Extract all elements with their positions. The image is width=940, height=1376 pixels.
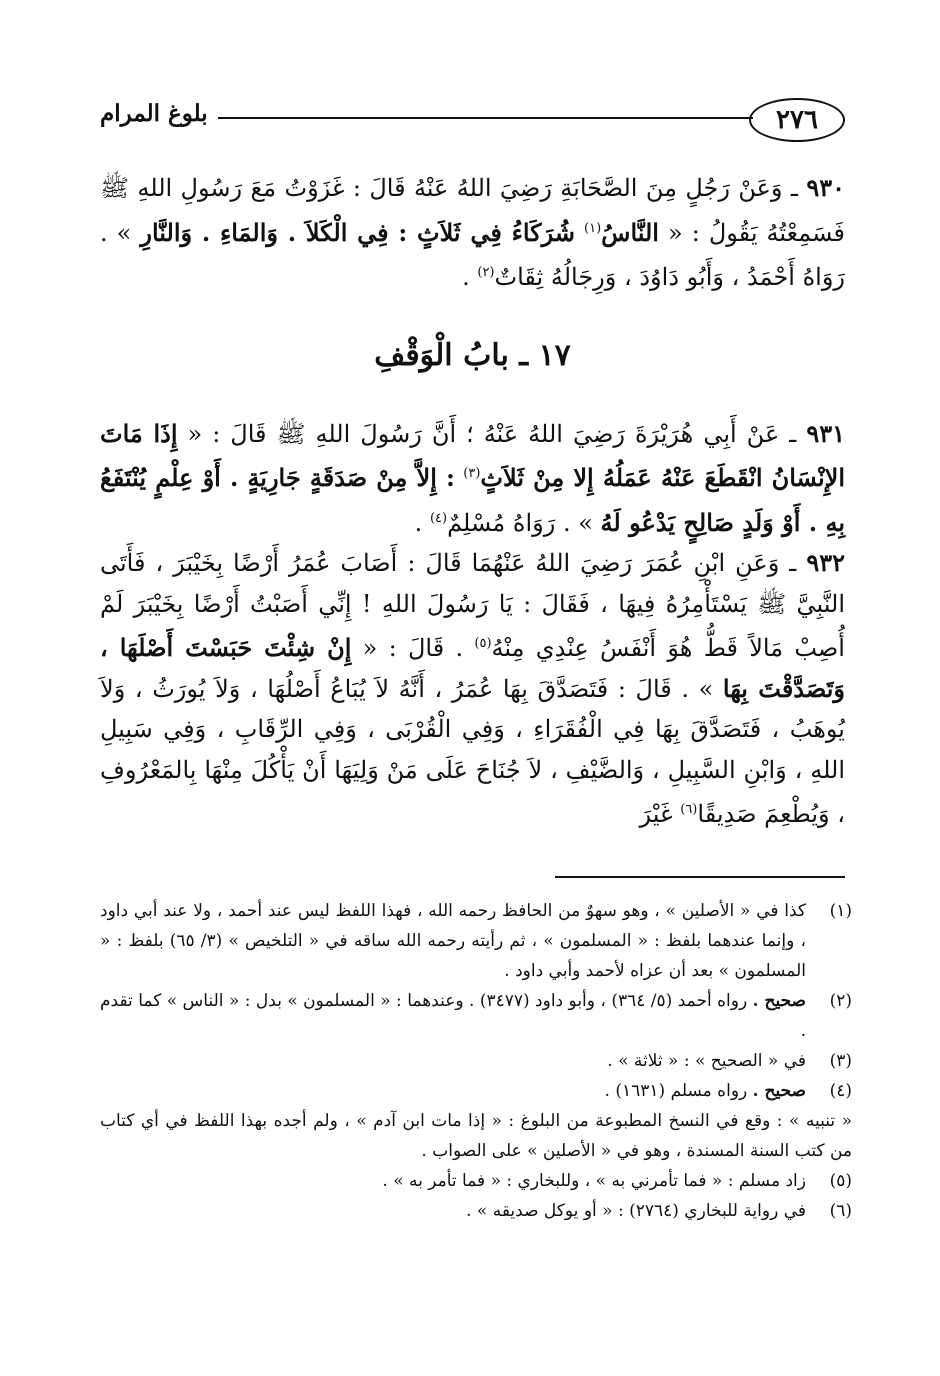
footnote-ref: (٢) <box>477 265 495 280</box>
footnote-body <box>100 986 806 1046</box>
page-number: ٢٧٦ <box>749 98 845 142</box>
footnote-grade: صحيح . <box>752 1081 806 1101</box>
hadith-matn: شُرَكَاءُ فِي ثَلاَثٍ : فِي الْكَلاَ . وَالمَاءِ . وَالنَّارِ <box>140 217 575 247</box>
footnote-ref: (٥) <box>474 636 492 651</box>
footnote-number: (١) <box>829 901 852 921</box>
footnote-item <box>100 986 852 1046</box>
main-text <box>100 168 845 835</box>
footnote-number: (٣) <box>829 1051 852 1071</box>
hadith-source: » . رَوَاهُ مُسْلِمٌ <box>447 508 593 537</box>
hadith-text: » . قَالَ : فَتَصَدَّقَ بِهَا عُمَرُ ، أَنَّهُ لاَ يُبَاعُ أَصْلُهَا ، وَلاَ يُورَثُ ، وَلاَ يُوهَبُ ، فَتَصَدَّقَ بِهَا فِي الْفُقَرَاءِ ، وَفِي الْقُرْبَى ، وَفِي الرِّقَابِ ، وَفِي سَبِيلِ اللهِ ، وَابْنِ السَّبِيلِ ، وَالضَّيْفِ ، لاَ جُنَاحَ عَلَى مَنْ وَلِيَهَا أَنْ يَأْكُلَ مِنْهَا بِالمَعْرُوفِ ، وَيُطْعِمَ صَدِيقًا <box>100 674 845 828</box>
hadith-931 <box>100 414 845 544</box>
hadith-matn: إِنْ شِئْتَ حَبَسْتَ أَصْلَهَا ، وَتَصَدَّقْتَ بِهَا <box>100 633 845 703</box>
hadith-intro: ـ عَنْ أَبِي هُرَيْرَةَ رَضِيَ اللهُ عَنْهُ ؛ أَنَّ رَسُولَ اللهِ ﷺ قَالَ : « <box>187 419 797 448</box>
hadith-intro: ـ وَعَنْ رَجُلٍ مِنَ الصَّحَابَةِ رَضِيَ اللهُ عَنْهُ قَالَ : غَزَوْتُ مَعَ رَسُولِ اللهِ ﷺ فَسَمِعْتُهُ يَقُولُ : « <box>100 174 845 247</box>
footnote-item <box>100 1166 852 1196</box>
footnote-grade: صحيح . <box>752 991 806 1011</box>
footnote-item <box>100 1046 852 1076</box>
footnote-number: (٦) <box>829 1201 852 1221</box>
footnote-text: رواه أحمد (٥/ ٣٦٤) ، وأبو داود (٣٤٧٧) . وعندهما : « المسلمون » بدل : « الناس » كما تقدم . <box>100 991 806 1041</box>
footnote-number: (٢) <box>829 991 852 1011</box>
footnote-number: (٤) <box>829 1081 852 1101</box>
hadith-text: ـ وَعَنِ ابْنِ عُمَرَ رَضِيَ اللهُ عَنْهُمَا قَالَ : أَصَابَ عُمَرُ أَرْضًا بِخَيْبَرَ ، فَأَتَى النَّبِيَّ ﷺ يَسْتَأْمِرُهُ فِيهَا ، فَقَالَ : يَا رَسُولَ اللهِ ! إِنِّي أَصَبْتُ أَرْضًا بِخَيْبَرَ لَمْ أُصِبْ مَالاً قَطُّ هُوَ أَنْفَسُ عِنْدِي مِنْهُ <box>100 549 845 662</box>
hadith-number: ٩٣٠ <box>806 173 845 202</box>
hadith-932 <box>100 543 845 835</box>
hadith-source: » . رَوَاهُ أَحْمَدُ ، وَأَبُو دَاوُدَ ، وَرِجَالُهُ ثِقَاتٌ <box>100 218 845 291</box>
hadith-matn: النَّاسُ <box>601 217 659 247</box>
footnote-text: رواه مسلم (١٦٣١) . <box>604 1081 748 1101</box>
hadith-matn: إِذَا مَاتَ الإِنْسَانُ انْقَطَعَ عَنْهُ عَمَلُهُ إِلا مِنْ ثَلاَثٍ <box>100 418 845 492</box>
footnote-text: في رواية للبخاري (٢٧٦٤) : « أو يوكل صديقه » . <box>466 1201 806 1221</box>
footnote-ref: (٤) <box>429 510 448 526</box>
hadith-matn: : إِلاَّ مِنْ صَدَقَةٍ جَارِيَةٍ . أَوْ عِلْمٍ يُنْتَفَعُ بِهِ . أَوْ وَلَدٍ صَالِحٍ يَدْعُو لَهُ <box>100 463 845 537</box>
book-title: بلوغ المرام <box>100 100 208 127</box>
hadith-text: . قَالَ : « <box>362 634 464 662</box>
hadith-end: . <box>414 508 423 537</box>
header-rule <box>218 117 753 119</box>
hadith-930 <box>100 168 845 298</box>
footnote-ref: (٦) <box>680 802 698 817</box>
footnote-body <box>100 1076 806 1106</box>
footnote-item <box>100 1076 852 1106</box>
footnotes <box>100 896 852 1226</box>
footnote-separator <box>555 876 845 878</box>
footnote-ref: (١) <box>584 220 602 236</box>
footnote-note: « تنبيه » : وقع في النسخ المطبوعة من البلوغ : « إذا مات ابن آدم » ، ولم أجده بهذا اللفظ في أي كتاب من كتب السنة المسندة ، وهو في « الأصلين » على الصواب . <box>100 1111 852 1161</box>
footnote-text: في « الصحيح » : « ثلاثة » . <box>607 1051 806 1071</box>
footnote-item <box>100 1196 852 1226</box>
footnote-text: زاد مسلم : « فما تأمرني به » ، وللبخاري : « فما تأمر به » . <box>382 1171 806 1191</box>
footnote-item <box>100 896 852 986</box>
page-header <box>100 90 845 146</box>
chapter-title: ١٧ ـ بابُ الْوَقْفِ <box>374 337 571 373</box>
hadith-end: . <box>462 263 470 291</box>
footnote-text: كذا في « الأصلين » ، وهو سهوٌ من الحافظ رحمه الله ، فهذا اللفظ ليس عند أحمد ، ولا عند أبي داود ، وإنما عندهما بلفظ : « المسلمون » ، ثم رأيته رحمه الله ساقه في « التلخيص » (٣/ ٦٥) بلفظ : « المسلمون » بعد أن عزاه لأحمد وأبي داود . <box>100 901 806 981</box>
hadith-text: غَيْرَ <box>639 800 673 828</box>
footnote-number: (٥) <box>829 1171 852 1191</box>
hadith-number: ٩٣١ <box>806 418 845 448</box>
hadith-number: ٩٣٢ <box>806 548 845 577</box>
footnote-ref: (٣) <box>463 466 481 481</box>
